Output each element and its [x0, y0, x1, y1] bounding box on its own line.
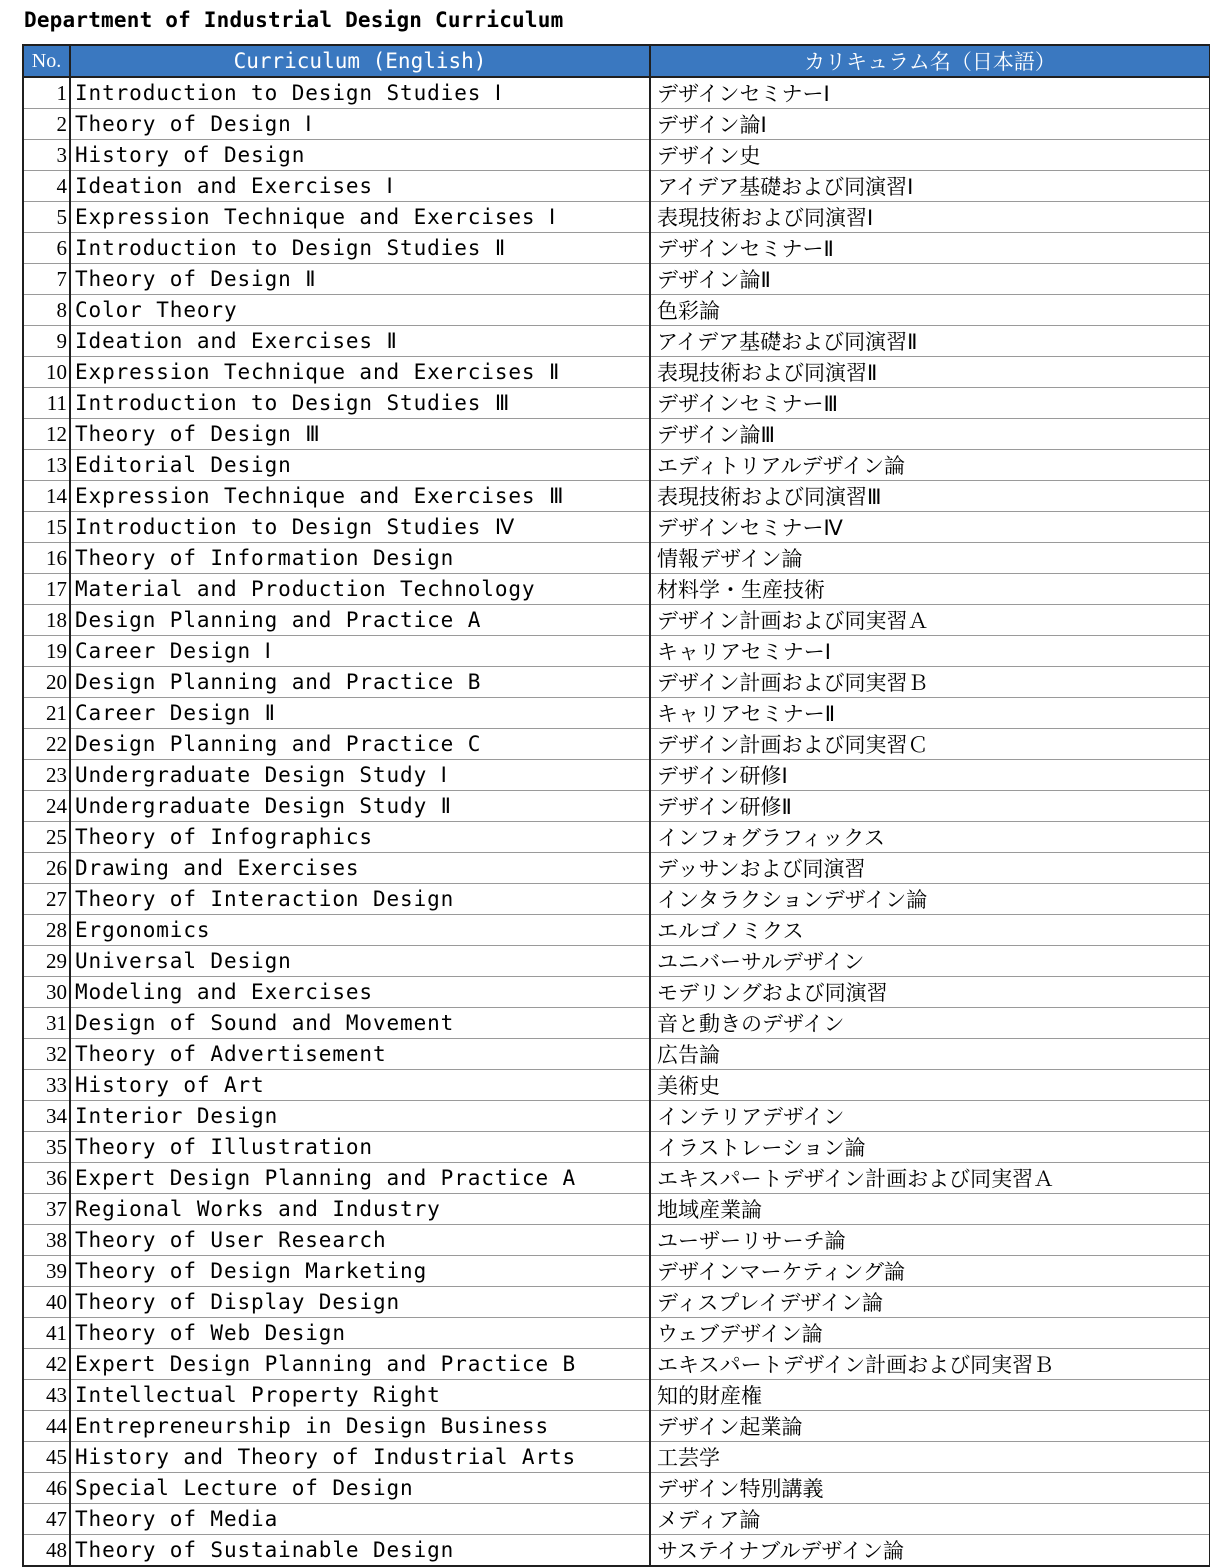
- english-name-cell: Ideation and Exercises Ⅱ: [70, 326, 650, 357]
- row-number-cell: 41: [23, 1318, 70, 1349]
- table-row: [23, 884, 1210, 915]
- table-row: [23, 605, 1210, 636]
- row-number-cell: 4: [23, 171, 70, 202]
- table-row: [23, 729, 1210, 760]
- table-row: [23, 1256, 1210, 1287]
- column-header-english: Curriculum (English): [70, 45, 650, 77]
- table-row: [23, 171, 1210, 202]
- english-name-cell: Expression Technique and Exercises Ⅰ: [70, 202, 650, 233]
- row-number-cell: 17: [23, 574, 70, 605]
- japanese-name-cell: デザイン特別講義: [650, 1473, 1210, 1504]
- row-number-cell: 15: [23, 512, 70, 543]
- table-row: [23, 295, 1210, 326]
- table-row: [23, 543, 1210, 574]
- japanese-name-cell: 材料学・生産技術: [650, 574, 1210, 605]
- english-name-cell: Material and Production Technology: [70, 574, 650, 605]
- english-name-cell: Undergraduate Design Study Ⅰ: [70, 760, 650, 791]
- english-name-cell: Design Planning and Practice C: [70, 729, 650, 760]
- english-name-cell: Introduction to Design Studies Ⅲ: [70, 388, 650, 419]
- english-name-cell: Theory of Infographics: [70, 822, 650, 853]
- japanese-name-cell: デザイン研修Ⅱ: [650, 791, 1210, 822]
- japanese-name-cell: イラストレーション論: [650, 1132, 1210, 1163]
- row-number-cell: 13: [23, 450, 70, 481]
- english-name-cell: Drawing and Exercises: [70, 853, 650, 884]
- japanese-name-cell: サステイナブルデザイン論: [650, 1535, 1210, 1567]
- japanese-name-cell: インタラクションデザイン論: [650, 884, 1210, 915]
- japanese-name-cell: デザインセミナーⅡ: [650, 233, 1210, 264]
- table-row: [23, 760, 1210, 791]
- table-row: [23, 1349, 1210, 1380]
- japanese-name-cell: デザイン史: [650, 140, 1210, 171]
- english-name-cell: History and Theory of Industrial Arts: [70, 1442, 650, 1473]
- table-row: [23, 264, 1210, 295]
- table-row: [23, 1225, 1210, 1256]
- english-name-cell: Intellectual Property Right: [70, 1380, 650, 1411]
- row-number-cell: 27: [23, 884, 70, 915]
- table-body: [23, 77, 1210, 1566]
- japanese-name-cell: エキスパートデザイン計画および同実習Ｂ: [650, 1349, 1210, 1380]
- japanese-name-cell: キャリアセミナーⅡ: [650, 698, 1210, 729]
- japanese-name-cell: デザインセミナーⅣ: [650, 512, 1210, 543]
- row-number-cell: 11: [23, 388, 70, 419]
- row-number-cell: 34: [23, 1101, 70, 1132]
- table-row: [23, 1473, 1210, 1504]
- japanese-name-cell: デザイン計画および同実習Ａ: [650, 605, 1210, 636]
- row-number-cell: 18: [23, 605, 70, 636]
- english-name-cell: Entrepreneurship in Design Business: [70, 1411, 650, 1442]
- japanese-name-cell: デザイン論Ⅱ: [650, 264, 1210, 295]
- row-number-cell: 29: [23, 946, 70, 977]
- table-row: [23, 1132, 1210, 1163]
- japanese-name-cell: 音と動きのデザイン: [650, 1008, 1210, 1039]
- english-name-cell: Undergraduate Design Study Ⅱ: [70, 791, 650, 822]
- japanese-name-cell: デザインマーケティング論: [650, 1256, 1210, 1287]
- row-number-cell: 32: [23, 1039, 70, 1070]
- japanese-name-cell: デザイン起業論: [650, 1411, 1210, 1442]
- japanese-name-cell: デザインセミナーⅢ: [650, 388, 1210, 419]
- table-row: [23, 512, 1210, 543]
- japanese-name-cell: アイデア基礎および同演習Ⅱ: [650, 326, 1210, 357]
- row-number-cell: 2: [23, 109, 70, 140]
- japanese-name-cell: 工芸学: [650, 1442, 1210, 1473]
- row-number-cell: 19: [23, 636, 70, 667]
- row-number-cell: 7: [23, 264, 70, 295]
- row-number-cell: 12: [23, 419, 70, 450]
- table-row: [23, 481, 1210, 512]
- row-number-cell: 23: [23, 760, 70, 791]
- row-number-cell: 5: [23, 202, 70, 233]
- row-number-cell: 37: [23, 1194, 70, 1225]
- english-name-cell: Theory of Web Design: [70, 1318, 650, 1349]
- row-number-cell: 47: [23, 1504, 70, 1535]
- english-name-cell: Modeling and Exercises: [70, 977, 650, 1008]
- english-name-cell: Expression Technique and Exercises Ⅲ: [70, 481, 650, 512]
- japanese-name-cell: キャリアセミナーⅠ: [650, 636, 1210, 667]
- table-row: [23, 915, 1210, 946]
- table-row: [23, 140, 1210, 171]
- row-number-cell: 43: [23, 1380, 70, 1411]
- table-row: [23, 233, 1210, 264]
- english-name-cell: Theory of Design Ⅲ: [70, 419, 650, 450]
- row-number-cell: 20: [23, 667, 70, 698]
- english-name-cell: Ergonomics: [70, 915, 650, 946]
- row-number-cell: 40: [23, 1287, 70, 1318]
- english-name-cell: Theory of Display Design: [70, 1287, 650, 1318]
- row-number-cell: 8: [23, 295, 70, 326]
- japanese-name-cell: モデリングおよび同演習: [650, 977, 1210, 1008]
- english-name-cell: Career Design Ⅰ: [70, 636, 650, 667]
- english-name-cell: Introduction to Design Studies Ⅱ: [70, 233, 650, 264]
- english-name-cell: Theory of Advertisement: [70, 1039, 650, 1070]
- english-name-cell: Expression Technique and Exercises Ⅱ: [70, 357, 650, 388]
- row-number-cell: 46: [23, 1473, 70, 1504]
- english-name-cell: Theory of Design Ⅰ: [70, 109, 650, 140]
- japanese-name-cell: アイデア基礎および同演習Ⅰ: [650, 171, 1210, 202]
- table-row: [23, 77, 1210, 109]
- japanese-name-cell: 色彩論: [650, 295, 1210, 326]
- row-number-cell: 14: [23, 481, 70, 512]
- japanese-name-cell: 美術史: [650, 1070, 1210, 1101]
- english-name-cell: Theory of User Research: [70, 1225, 650, 1256]
- table-row: [23, 357, 1210, 388]
- japanese-name-cell: 表現技術および同演習Ⅲ: [650, 481, 1210, 512]
- table-row: [23, 1535, 1210, 1567]
- table-row: [23, 1008, 1210, 1039]
- japanese-name-cell: メディア論: [650, 1504, 1210, 1535]
- table-row: [23, 1380, 1210, 1411]
- table-row: [23, 667, 1210, 698]
- japanese-name-cell: エルゴノミクス: [650, 915, 1210, 946]
- japanese-name-cell: インテリアデザイン: [650, 1101, 1210, 1132]
- table-row: [23, 636, 1210, 667]
- table-header: [23, 45, 1210, 77]
- japanese-name-cell: デザイン論Ⅲ: [650, 419, 1210, 450]
- row-number-cell: 38: [23, 1225, 70, 1256]
- row-number-cell: 26: [23, 853, 70, 884]
- table-row: [23, 1194, 1210, 1225]
- row-number-cell: 35: [23, 1132, 70, 1163]
- row-number-cell: 44: [23, 1411, 70, 1442]
- row-number-cell: 48: [23, 1535, 70, 1567]
- row-number-cell: 25: [23, 822, 70, 853]
- japanese-name-cell: 地域産業論: [650, 1194, 1210, 1225]
- row-number-cell: 3: [23, 140, 70, 171]
- english-name-cell: History of Design: [70, 140, 650, 171]
- english-name-cell: Theory of Interaction Design: [70, 884, 650, 915]
- english-name-cell: Theory of Design Marketing: [70, 1256, 650, 1287]
- japanese-name-cell: デザイン研修Ⅰ: [650, 760, 1210, 791]
- row-number-cell: 36: [23, 1163, 70, 1194]
- row-number-cell: 22: [23, 729, 70, 760]
- table-row: [23, 419, 1210, 450]
- english-name-cell: Theory of Media: [70, 1504, 650, 1535]
- row-number-cell: 16: [23, 543, 70, 574]
- english-name-cell: Theory of Design Ⅱ: [70, 264, 650, 295]
- table-row: [23, 1318, 1210, 1349]
- japanese-name-cell: ユーザーリサーチ論: [650, 1225, 1210, 1256]
- table-row: [23, 388, 1210, 419]
- japanese-name-cell: ユニバーサルデザイン: [650, 946, 1210, 977]
- table-row: [23, 109, 1210, 140]
- table-row: [23, 1504, 1210, 1535]
- column-header-japanese: カリキュラム名（日本語）: [650, 45, 1210, 77]
- english-name-cell: Introduction to Design Studies Ⅳ: [70, 512, 650, 543]
- row-number-cell: 9: [23, 326, 70, 357]
- english-name-cell: Regional Works and Industry: [70, 1194, 650, 1225]
- row-number-cell: 31: [23, 1008, 70, 1039]
- table-row: [23, 202, 1210, 233]
- table-row: [23, 1070, 1210, 1101]
- row-number-cell: 39: [23, 1256, 70, 1287]
- table-row: [23, 1442, 1210, 1473]
- english-name-cell: Universal Design: [70, 946, 650, 977]
- table-row: [23, 946, 1210, 977]
- row-number-cell: 28: [23, 915, 70, 946]
- table-row: [23, 698, 1210, 729]
- row-number-cell: 30: [23, 977, 70, 1008]
- japanese-name-cell: デッサンおよび同演習: [650, 853, 1210, 884]
- table-row: [23, 853, 1210, 884]
- english-name-cell: Design Planning and Practice A: [70, 605, 650, 636]
- japanese-name-cell: デザイン計画および同実習Ｃ: [650, 729, 1210, 760]
- row-number-cell: 42: [23, 1349, 70, 1380]
- row-number-cell: 1: [23, 77, 70, 109]
- table-row: [23, 1163, 1210, 1194]
- row-number-cell: 24: [23, 791, 70, 822]
- english-name-cell: Introduction to Design Studies Ⅰ: [70, 77, 650, 109]
- table-row: [23, 574, 1210, 605]
- english-name-cell: History of Art: [70, 1070, 650, 1101]
- japanese-name-cell: 表現技術および同演習Ⅰ: [650, 202, 1210, 233]
- row-number-cell: 21: [23, 698, 70, 729]
- english-name-cell: Interior Design: [70, 1101, 650, 1132]
- table-row: [23, 822, 1210, 853]
- page-title: Department of Industrial Design Curriculum: [24, 8, 564, 32]
- japanese-name-cell: デザイン計画および同実習Ｂ: [650, 667, 1210, 698]
- english-name-cell: Expert Design Planning and Practice B: [70, 1349, 650, 1380]
- english-name-cell: Editorial Design: [70, 450, 650, 481]
- japanese-name-cell: 知的財産権: [650, 1380, 1210, 1411]
- column-header-no: No.: [23, 45, 70, 77]
- table-row: [23, 326, 1210, 357]
- japanese-name-cell: エキスパートデザイン計画および同実習Ａ: [650, 1163, 1210, 1194]
- table-row: [23, 1411, 1210, 1442]
- english-name-cell: Expert Design Planning and Practice A: [70, 1163, 650, 1194]
- row-number-cell: 10: [23, 357, 70, 388]
- table-row: [23, 1039, 1210, 1070]
- japanese-name-cell: 表現技術および同演習Ⅱ: [650, 357, 1210, 388]
- english-name-cell: Design Planning and Practice B: [70, 667, 650, 698]
- english-name-cell: Theory of Sustainable Design: [70, 1535, 650, 1567]
- english-name-cell: Theory of Information Design: [70, 543, 650, 574]
- english-name-cell: Special Lecture of Design: [70, 1473, 650, 1504]
- english-name-cell: Color Theory: [70, 295, 650, 326]
- english-name-cell: Ideation and Exercises Ⅰ: [70, 171, 650, 202]
- curriculum-table: [22, 44, 1210, 1567]
- japanese-name-cell: デザイン論Ⅰ: [650, 109, 1210, 140]
- english-name-cell: Theory of Illustration: [70, 1132, 650, 1163]
- japanese-name-cell: インフォグラフィックス: [650, 822, 1210, 853]
- row-number-cell: 45: [23, 1442, 70, 1473]
- table-row: [23, 1287, 1210, 1318]
- japanese-name-cell: 情報デザイン論: [650, 543, 1210, 574]
- japanese-name-cell: デザインセミナーⅠ: [650, 77, 1210, 109]
- header-row: [23, 45, 1210, 77]
- row-number-cell: 6: [23, 233, 70, 264]
- japanese-name-cell: エディトリアルデザイン論: [650, 450, 1210, 481]
- table-row: [23, 450, 1210, 481]
- table-row: [23, 1101, 1210, 1132]
- japanese-name-cell: ディスプレイデザイン論: [650, 1287, 1210, 1318]
- table-row: [23, 791, 1210, 822]
- table-row: [23, 977, 1210, 1008]
- japanese-name-cell: 広告論: [650, 1039, 1210, 1070]
- japanese-name-cell: ウェブデザイン論: [650, 1318, 1210, 1349]
- row-number-cell: 33: [23, 1070, 70, 1101]
- english-name-cell: Career Design Ⅱ: [70, 698, 650, 729]
- english-name-cell: Design of Sound and Movement: [70, 1008, 650, 1039]
